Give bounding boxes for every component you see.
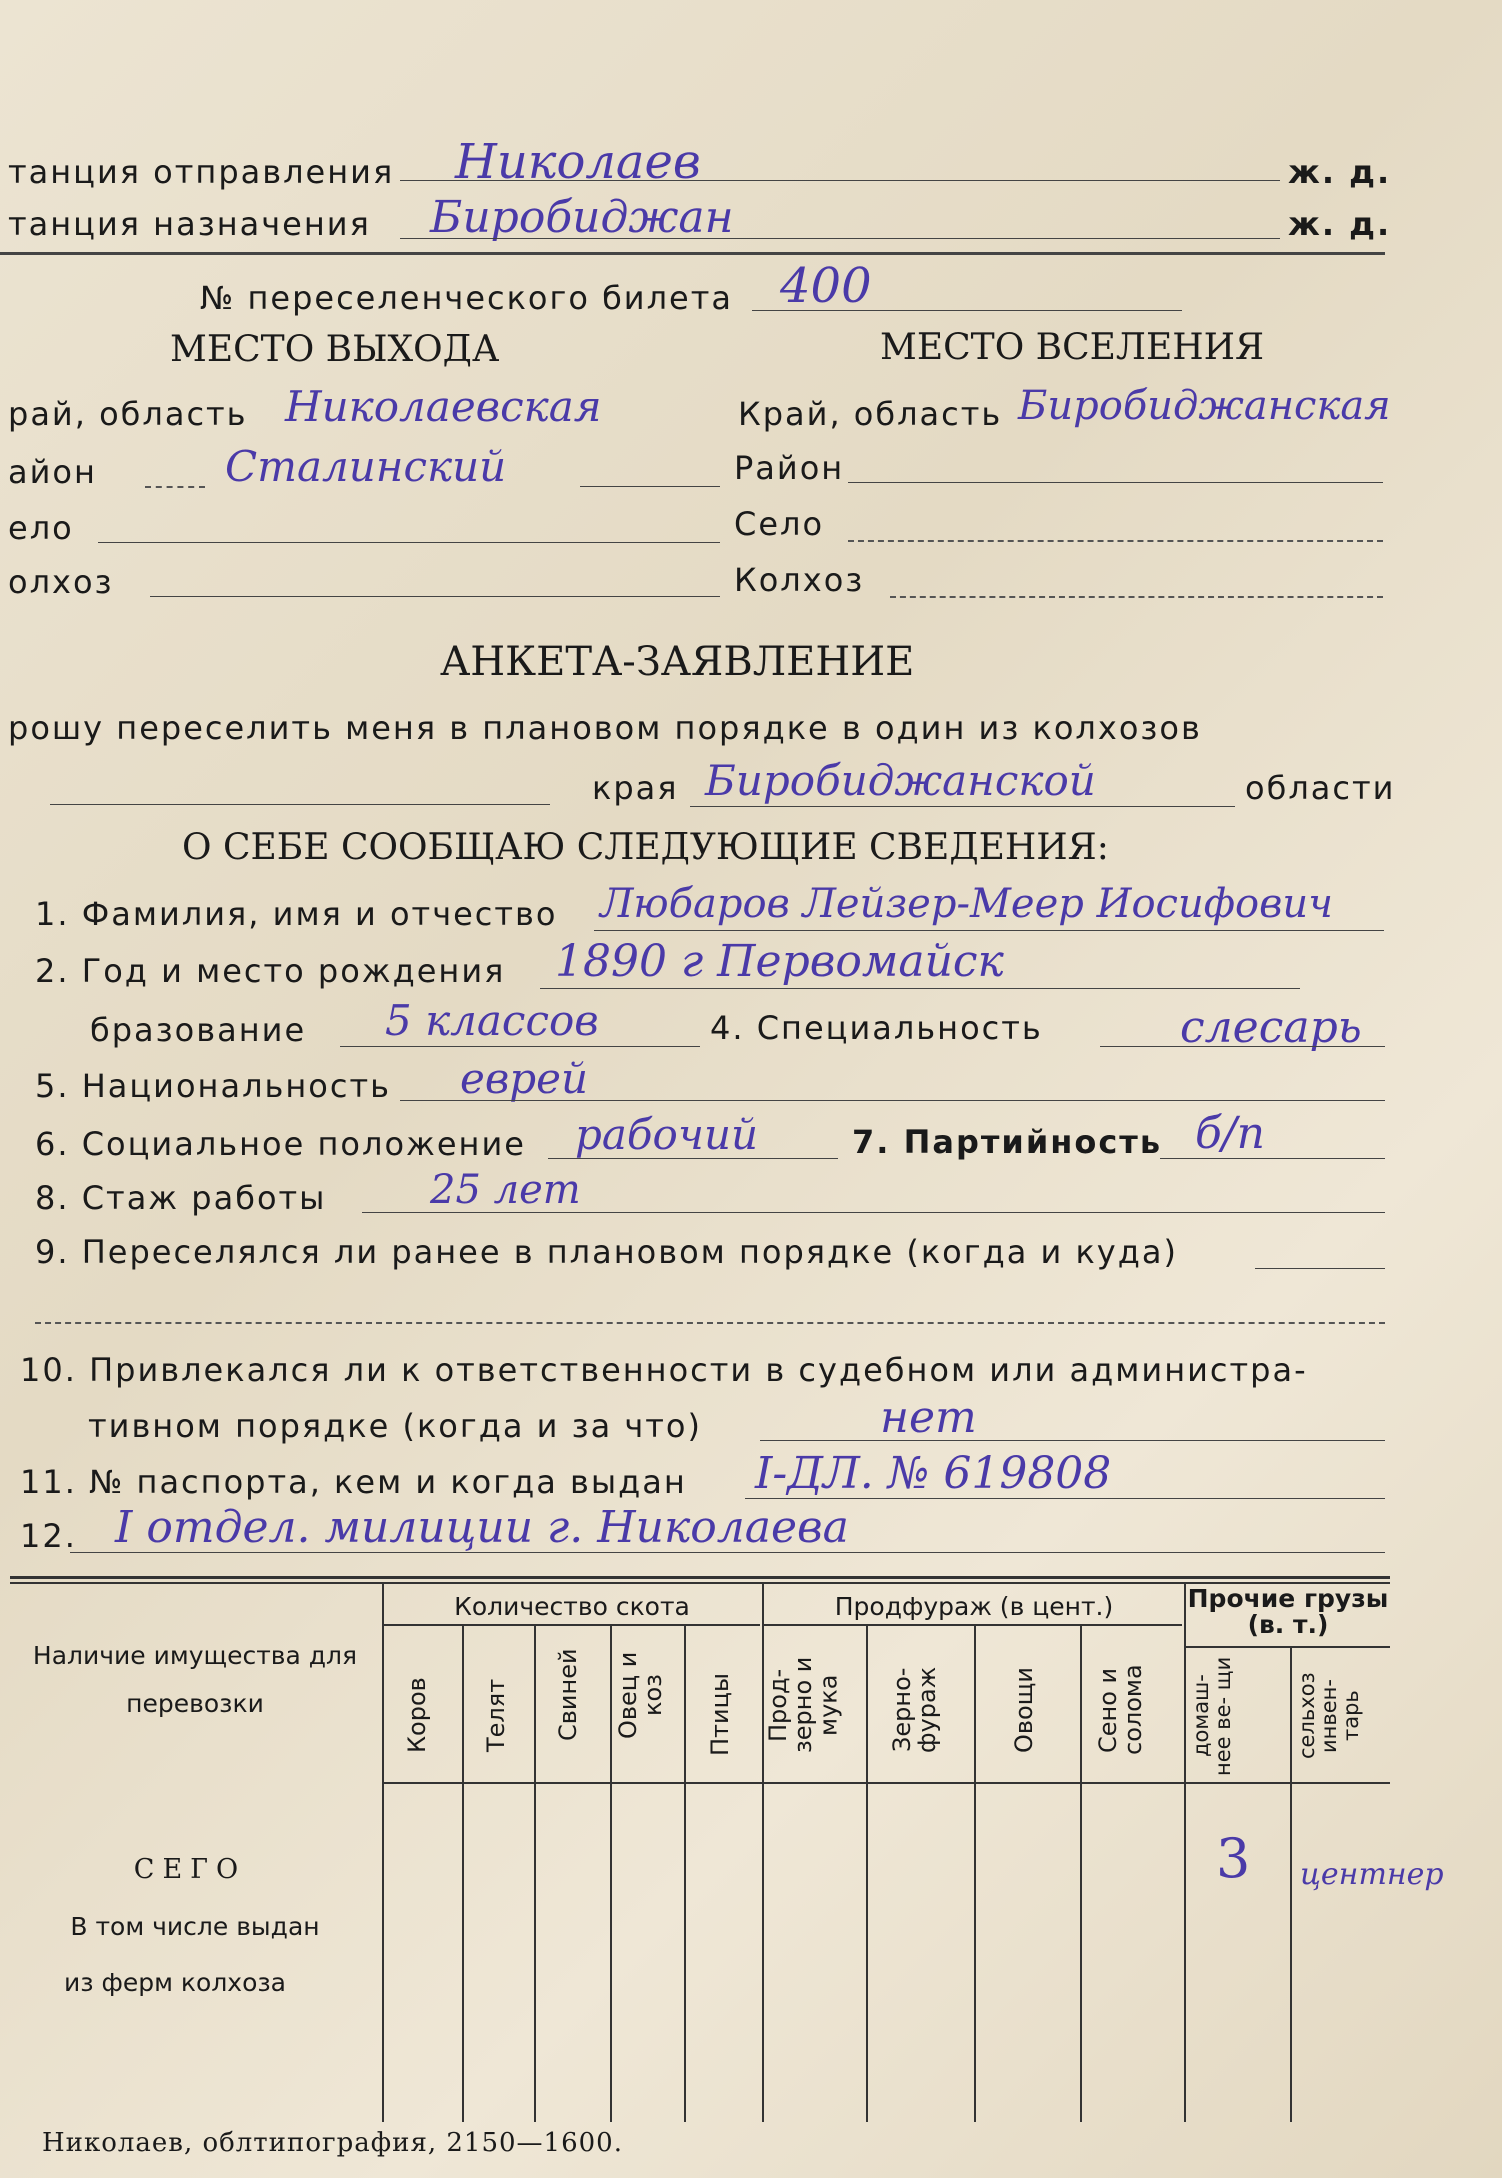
field-10-value[interactable]: нет	[880, 1392, 977, 1443]
field-2-value[interactable]: 1890 г Первомайск	[555, 936, 1004, 987]
field-8-label: 8. Стаж работы	[35, 1179, 327, 1217]
table-col-divider-6	[762, 1582, 764, 2122]
departure-station-value[interactable]: Николаев	[455, 134, 701, 190]
table-other-header: Прочие грузы (в. т.)	[1187, 1584, 1389, 1640]
table-col-divider-7	[866, 1624, 868, 2122]
destination-station-line	[400, 238, 1280, 239]
field-10-label: 10. Привлекался ли к ответственности в судебном или администра-	[20, 1351, 1308, 1389]
table-col-divider-1	[382, 1582, 384, 2122]
field-9-line-2	[35, 1322, 1385, 1324]
origin-district-value[interactable]: Сталинский	[225, 442, 507, 491]
printer-imprint: Николаев, облтипография, 2150—1600.	[42, 2128, 623, 2158]
field-8-value[interactable]: 25 лет	[430, 1167, 581, 1213]
about-heading: О СЕБЕ СООБЩАЮ СЛЕДУЮЩИЕ СВЕДЕНИЯ:	[182, 827, 1109, 868]
origin-kolkhoz-label: олхоз	[8, 563, 114, 601]
table-row-total: СЕГО	[133, 1854, 247, 1885]
field-11-line	[745, 1498, 1385, 1499]
field-3-label: бразование	[90, 1011, 307, 1049]
field-6-value[interactable]: рабочий	[575, 1110, 759, 1159]
table-top-rule	[10, 1576, 1390, 1579]
table-farm-value[interactable]: центнер	[1300, 1857, 1444, 1892]
table-other-subrule	[1186, 1646, 1390, 1648]
table-col-vegetables: Овощи	[1010, 1667, 1038, 1753]
ticket-label: № переселенческого билета	[200, 279, 733, 317]
request-oblast-label: области	[1245, 769, 1396, 807]
field-7-line	[1160, 1158, 1385, 1159]
field-10-label-2: тивном порядке (когда и за что)	[88, 1407, 702, 1445]
origin-heading: МЕСТО ВЫХОДА	[170, 329, 500, 370]
table-col-cows: Коров	[403, 1677, 431, 1753]
field-7-value[interactable]: б/п	[1195, 1108, 1266, 1159]
table-col-household: домаш- нее ве- щи	[1189, 1656, 1236, 1776]
settlement-village-label: Село	[734, 505, 825, 543]
table-row-included: В том числе выдан	[70, 1912, 320, 1941]
table-col-calves: Телят	[482, 1678, 510, 1752]
origin-region-value[interactable]: Николаевская	[285, 382, 602, 431]
field-3-line	[340, 1046, 700, 1047]
ticket-value[interactable]: 400	[780, 258, 872, 314]
settlement-heading: МЕСТО ВСЕЛЕНИЯ	[880, 327, 1265, 368]
field-4-label: 4. Специальность	[710, 1009, 1043, 1047]
field-11-label: 11. № паспорта, кем и когда выдан	[20, 1463, 687, 1501]
origin-district-line	[580, 486, 720, 487]
request-line-1: рошу переселить меня в плановом порядке в один из колхозов	[8, 709, 1202, 747]
table-col-poultry: Птицы	[706, 1673, 734, 1757]
form-title: АНКЕТА-ЗАЯВЛЕНИЕ	[440, 639, 915, 685]
field-4-value[interactable]: слесарь	[1180, 1002, 1362, 1053]
settlement-region-label: Край, область	[738, 395, 1003, 433]
table-row-included-2: из ферм колхоза	[64, 1968, 286, 1997]
field-9-line	[1255, 1268, 1385, 1269]
settlement-kolkhoz-label: Колхоз	[734, 561, 865, 599]
table-col-divider-9	[1080, 1624, 1082, 2122]
origin-district-label: айон	[8, 453, 97, 491]
field-6-line	[548, 1158, 838, 1159]
ticket-line	[752, 310, 1182, 311]
field-11-value[interactable]: I-ДЛ. № 619808	[755, 1448, 1112, 1499]
table-top-rule-2	[10, 1582, 1390, 1584]
table-livestock-header: Количество скота	[454, 1592, 690, 1621]
field-1-line	[594, 930, 1384, 931]
table-property-header: Наличие имущества для перевозки	[32, 1641, 358, 1718]
table-col-farm-inventory: сельхоз инвен- тарь	[1295, 1672, 1364, 1760]
table-col-hay-straw: Сено и солома	[1094, 1664, 1148, 1756]
table-col-divider-5	[684, 1624, 686, 2122]
request-blank-line	[50, 804, 550, 805]
field-12-line	[70, 1552, 1385, 1553]
request-region-line	[690, 806, 1235, 807]
table-col-pigs: Свиней	[554, 1648, 582, 1742]
rail-suffix-2: ж. д.	[1288, 205, 1392, 243]
table-col-divider-2	[462, 1624, 464, 2122]
table-livestock-subrule	[384, 1624, 760, 1626]
settlement-district-label: Район	[734, 449, 845, 487]
field-1-value[interactable]: Любаров Лейзер-Меер Иосифович	[600, 881, 1334, 927]
field-7-label: 7. Партийность	[852, 1123, 1163, 1161]
table-feed-header: Продфураж (в цент.)	[834, 1592, 1114, 1621]
field-3-value[interactable]: 5 классов	[385, 996, 599, 1045]
destination-station-value[interactable]: Биробиджан	[430, 192, 734, 243]
table-col-sheep-goats: Овец и коз	[614, 1651, 668, 1739]
settlement-district-line	[848, 482, 1383, 483]
table-col-divider-4	[610, 1624, 612, 2122]
origin-district-line-a	[145, 486, 205, 488]
field-1-label: 1. Фамилия, имя и отчество	[35, 895, 558, 933]
rail-suffix-1: ж. д.	[1288, 153, 1392, 191]
origin-region-label: рай, область	[8, 395, 248, 433]
origin-village-line	[98, 542, 720, 543]
table-col-food-grain: Прод- зерно и мука	[764, 1656, 843, 1754]
field-5-value[interactable]: еврей	[460, 1054, 589, 1103]
field-9-label: 9. Переселялся ли ранее в плановом порядке (когда и куда)	[35, 1233, 1178, 1271]
destination-station-label: танция назначения	[8, 205, 371, 243]
field-10-line	[760, 1440, 1385, 1441]
table-feed-subrule	[764, 1624, 1182, 1626]
field-4-line	[1100, 1046, 1385, 1047]
request-krai-label: края	[592, 769, 679, 807]
field-2-label: 2. Год и место рождения	[35, 952, 506, 990]
field-5-label: 5. Национальность	[35, 1067, 391, 1105]
settlement-village-line	[848, 540, 1383, 542]
table-col-fodder-grain: Зерно- фураж	[888, 1666, 942, 1754]
table-col-divider-11	[1290, 1646, 1292, 2122]
table-col-divider-3	[534, 1624, 536, 2122]
route-divider	[0, 252, 1385, 255]
field-8-line	[362, 1212, 1385, 1213]
field-12-label: 12.	[20, 1517, 77, 1555]
settlement-region-value[interactable]: Биробиджанская	[1018, 383, 1391, 429]
table-col-divider-8	[974, 1624, 976, 2122]
departure-station-line	[400, 180, 1280, 181]
field-12-value[interactable]: I отдел. милиции г. Николаева	[115, 1502, 849, 1553]
departure-station-label: танция отправления	[8, 153, 395, 191]
request-region-value[interactable]: Биробиджанской	[705, 756, 1096, 805]
settlement-kolkhoz-line	[890, 596, 1383, 598]
field-6-label: 6. Социальное положение	[35, 1125, 526, 1163]
table-household-value[interactable]: 3	[1216, 1827, 1251, 1890]
origin-kolkhoz-line	[150, 596, 720, 597]
table-col-divider-10	[1184, 1582, 1186, 2122]
field-5-line	[400, 1100, 1385, 1101]
origin-village-label: ело	[8, 509, 74, 547]
field-2-line	[540, 988, 1300, 989]
